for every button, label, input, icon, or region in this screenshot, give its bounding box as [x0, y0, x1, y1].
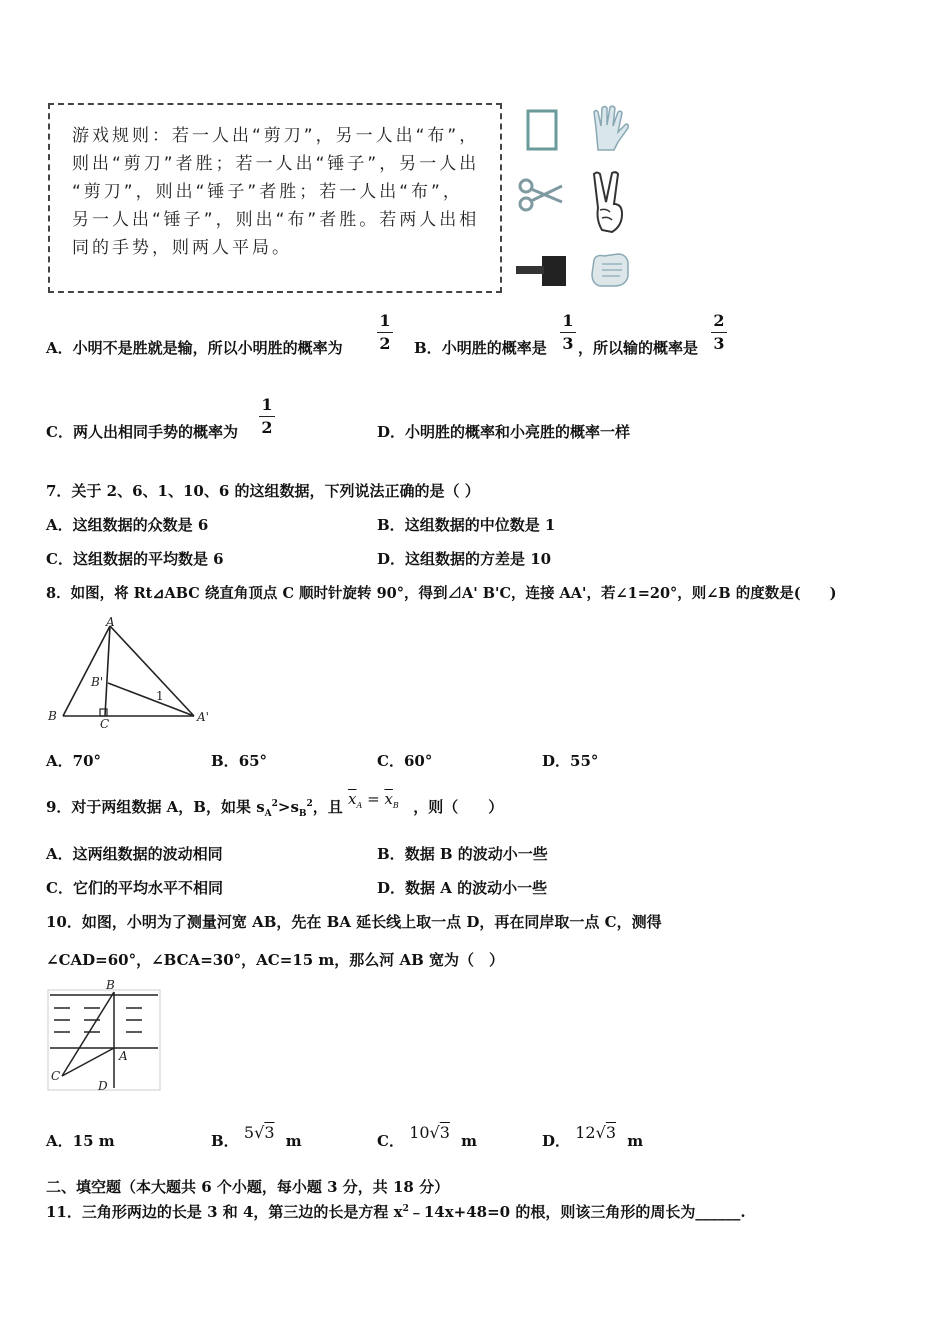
victory-hand-icon: [590, 170, 630, 236]
q10-stem-line-2: ∠CAD=60°，∠BCA=30°，AC=15 m，那么河 AB 宽为（ ）: [46, 951, 505, 969]
q6-c-fraction: 1 2: [259, 397, 275, 436]
q10-c-radical: 10√3: [409, 1123, 450, 1142]
q6-b-fraction: 1 3: [560, 313, 576, 352]
label-A: A: [106, 615, 115, 629]
open-hand-icon: [588, 104, 632, 154]
q6-a-fraction: 1 2: [377, 313, 393, 352]
label-B: B: [106, 978, 115, 992]
q10-option-d: D． 12√3 m: [542, 1123, 644, 1150]
q7-option-a: A．这组数据的众数是 6: [46, 516, 209, 534]
q10-option-c: C． 10√3 m: [377, 1123, 478, 1150]
q10-option-a: A．15 m: [46, 1132, 115, 1150]
q8-option-b: B．65°: [211, 752, 268, 770]
q7-option-c: C．这组数据的平均数是 6: [46, 550, 224, 568]
q6-b-fraction-2: 2 3: [711, 313, 727, 352]
q6-option-b: B．小明胜的概率是: [414, 339, 547, 357]
q8-triangle-figure: [44, 614, 224, 734]
q8-option-a: A．70°: [46, 752, 102, 770]
q8-option-d: D．55°: [542, 752, 599, 770]
q9-mean-equality: $\overline{x}_A = \overline{x}_B$: [348, 790, 399, 810]
rule-line-5: 同的手势，则两人平局。: [72, 238, 292, 258]
q7-stem: 7．关于 2、6、1、10、6 的这组数据，下列说法正确的是（ ）: [46, 482, 480, 500]
q8-stem: 8．如图，将 Rt⊿ABC 绕直角顶点 C 顺时针旋转 90°，得到⊿A' B'C，连接 AA'，若∠1=20°，则∠B 的度数是( ): [46, 585, 837, 602]
q7-option-b: B．这组数据的中位数是 1: [377, 516, 556, 534]
q10-d-radical: 12√3: [575, 1123, 616, 1142]
q6-option-c: C．两人出相同手势的概率为: [46, 423, 238, 441]
q7-option-d: D．这组数据的方差是 10: [377, 550, 552, 568]
q6-option-b-cont: ，所以输的概率是: [578, 339, 699, 357]
scissors-icon: [516, 174, 566, 214]
rule-line-3: “剪刀”，则出“锤子”者胜；若一人出“布”，: [72, 182, 463, 202]
label-A-prime: A': [197, 710, 209, 724]
q9-option-d: D．数据 A 的波动小一些: [377, 879, 548, 897]
q9-stem: 9．对于两组数据 A，B，如果 $s_A^2>s_B^2$，且 $\overline{x}_A = \overline{x}_B$ ，则（ ）: [46, 790, 504, 819]
q10-river-figure: [44, 978, 164, 1094]
section-2-title: 二、填空题（本大题共 6 个小题，每小题 3 分，共 18 分）: [46, 1178, 450, 1196]
q11-stem: 11．三角形两边的长是 3 和 4，第三边的长是方程 $x^2﹣14x+48=0$ 的根，则该三角形的周长为______.: [46, 1203, 746, 1221]
q9-option-c: C．它们的平均水平不相同: [46, 879, 223, 897]
label-C: C: [100, 717, 110, 731]
rule-line-2: 则出“剪刀”者胜；若一人出“锤子”，另一人出: [72, 154, 480, 174]
label-angle-1: 1: [156, 689, 164, 703]
q6-option-a: A．小明不是胜就是输，所以小明胜的概率为: [46, 339, 343, 357]
rule-line-1: 游戏规则：若一人出“剪刀”，另一人出“布”，: [72, 126, 480, 146]
label-C: C: [51, 1069, 61, 1083]
paper-icon: [522, 107, 562, 153]
q10-stem-line-1: 10．如图，小明为了测量河宽 AB，先在 BA 延长线上取一点 D，再在同岸取一点 C，测得: [46, 913, 662, 931]
hammer-icon: [514, 252, 570, 290]
label-D: D: [98, 1079, 108, 1093]
q9-option-b: B．数据 B 的波动小一些: [377, 845, 548, 863]
q6-option-d: D．小明胜的概率和小亮胜的概率一样: [377, 423, 631, 441]
rule-line-4: 另一人出“锤子”，则出“布”者胜。若两人出相: [72, 210, 480, 230]
q9-option-a: A．这两组数据的波动相同: [46, 845, 223, 863]
fist-icon: [588, 250, 632, 290]
game-rules-box: [48, 103, 502, 293]
q10-b-radical: 5√3: [243, 1123, 275, 1142]
label-B: B: [48, 709, 57, 723]
q8-option-c: C．60°: [377, 752, 433, 770]
label-B-prime: B': [91, 675, 104, 689]
label-A: A: [119, 1049, 128, 1063]
q10-option-b: B． 5√3 m: [211, 1123, 302, 1150]
